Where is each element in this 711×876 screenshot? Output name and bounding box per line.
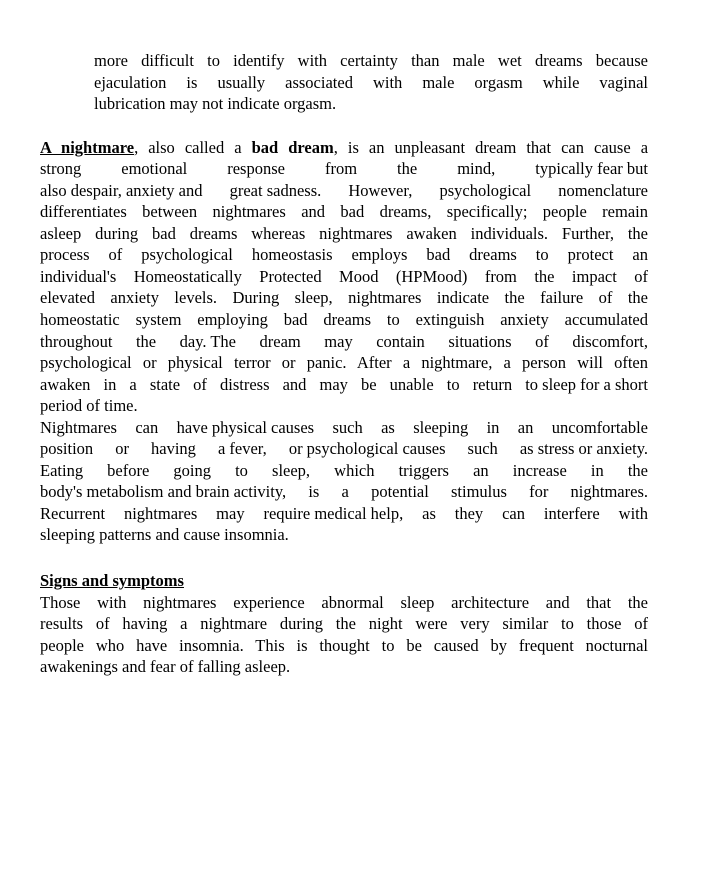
no-break-text: also despair, anxiety and: [40, 180, 203, 200]
text-line: Recurrent nightmares may require medical help, as they can interfere with: [40, 503, 648, 523]
emphasized-text: Signs and symptoms: [40, 571, 184, 591]
text-line: process of psychological homeostasis employs bad dreams to protect an: [40, 245, 648, 265]
no-break-text: to sleep for a short: [525, 374, 648, 394]
no-break-text: as stress or anxiety.: [519, 439, 648, 459]
text-line: [40, 570, 648, 592]
section-heading: [40, 570, 648, 592]
text-line: position or having a fever, or psychological causes such as stress or anxiety.: [40, 439, 648, 459]
no-break-text: day. The: [179, 331, 236, 351]
no-break-text: have physical causes: [176, 417, 315, 437]
text-line: Eating before going to sleep, which triggers an increase in the: [40, 460, 648, 480]
no-break-text: or psychological causes: [288, 439, 446, 459]
text-line: awaken in a state of distress and may be unable to return to sleep for a short: [40, 374, 648, 394]
paragraph: [40, 592, 648, 678]
no-break-text: a fever,: [217, 439, 267, 459]
text-line: elevated anxiety levels. During sleep, nightmares indicate the failure of the: [40, 288, 648, 308]
no-break-text: body's metabolism and brain activity,: [40, 482, 287, 502]
text-line: also despair, anxiety and great sadness. However, psychological nomenclature: [40, 180, 649, 200]
paragraph: [40, 137, 648, 417]
text-line: period of time.: [40, 396, 138, 416]
text-line: awakenings and fear of falling asleep.: [40, 657, 291, 677]
no-break-text: great sadness.: [229, 180, 322, 200]
text-line: differentiates between nightmares and bad dreams, specifically; people remain: [40, 202, 648, 222]
emphasized-text: bad dream: [251, 137, 334, 157]
no-break-text: require medical help,: [263, 503, 404, 523]
text-line: Nightmares can have physical causes such as sleeping in an uncomfortable: [40, 417, 648, 437]
text-line: throughout the day. The dream may contain situations of discomfort,: [40, 331, 648, 351]
text-line: A nightmare, also called a bad dream, is an unpleasant dream that can cause a: [40, 137, 649, 157]
text-line: asleep during bad dreams whereas nightmares awaken individuals. Further, the: [40, 223, 648, 243]
text-column: [40, 50, 648, 678]
text-line: more difficult to identify with certainty than male wet dreams because: [94, 51, 648, 70]
text-line: results of having a nightmare during the night were very similar to those of: [40, 614, 648, 634]
text-line: people who have insomnia. This is thought to be caused by frequent nocturnal: [40, 635, 648, 655]
text-line: sleeping patterns and cause insomnia.: [40, 525, 289, 545]
text-line: strong emotional response from the mind, typically fear but: [40, 159, 648, 179]
paragraph: [40, 417, 648, 546]
text-line: individual's Homeostatically Protected Mood (HPMood) from the impact of: [40, 266, 648, 286]
text-line: Those with nightmares experience abnormal sleep architecture and that the: [40, 592, 648, 612]
no-break-text: typically fear but: [535, 159, 648, 179]
emphasized-text: A nightmare: [40, 137, 135, 157]
text-line: body's metabolism and brain activity, is a potential stimulus for nightmares.: [40, 482, 648, 502]
text-line: lubrication may not indicate orgasm.: [94, 94, 337, 114]
text-line: ejaculation is usually associated with male orgasm while vaginal: [94, 72, 648, 92]
text-line: homeostatic system employing bad dreams to extinguish anxiety accumulated: [40, 310, 648, 330]
text-line: psychological or physical terror or panic. After a nightmare, a person will often: [40, 353, 648, 373]
paragraph: [94, 50, 648, 115]
